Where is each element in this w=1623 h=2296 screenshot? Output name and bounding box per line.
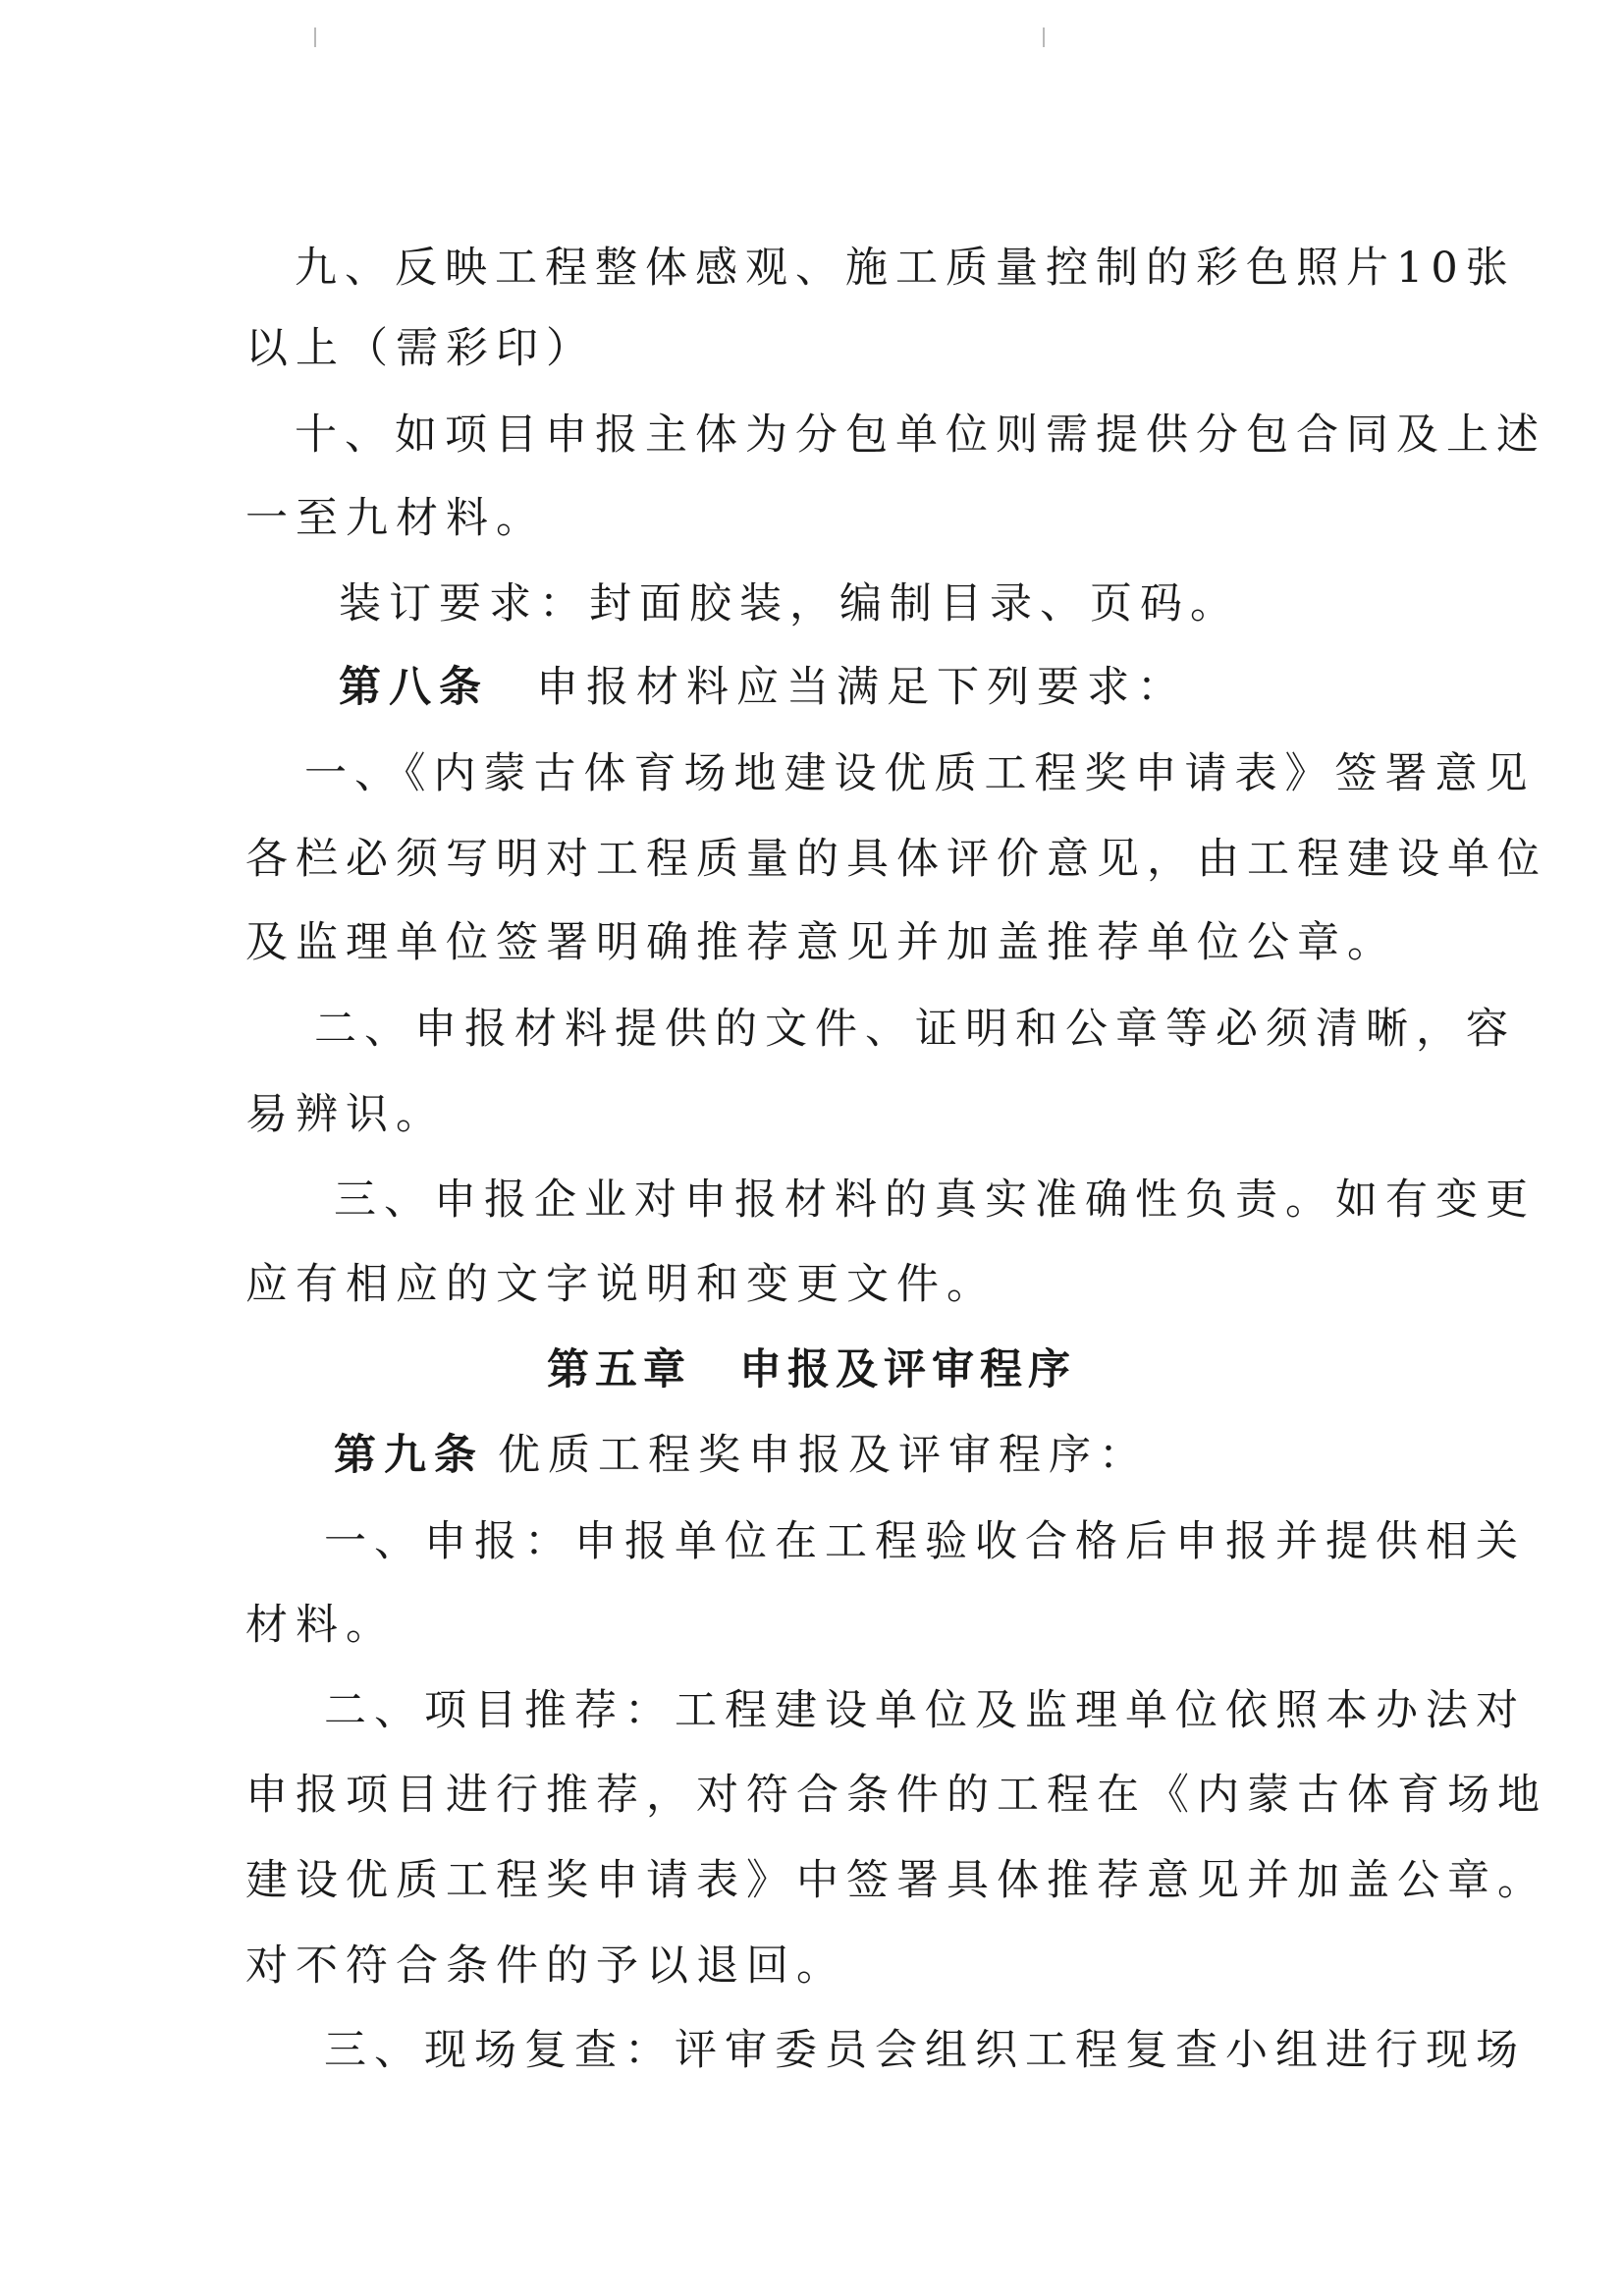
text-line: 及监理单位签署明确推荐意见并加盖推荐单位公章。 <box>245 918 1397 967</box>
article-number: 第九条 <box>334 1431 484 1480</box>
text-line: 一至九材料。 <box>245 494 546 543</box>
text-line: 材料。 <box>245 1601 396 1650</box>
text-line: 二、项目推荐：工程建设单位及监理单位依照本办法对 <box>324 1686 1526 1735</box>
text-line: 应有相应的文字说明和变更文件。 <box>245 1260 997 1309</box>
text-line: 易辨识。 <box>245 1090 446 1139</box>
text-line: 三、申报企业对申报材料的真实准确性负责。如有变更 <box>334 1175 1536 1225</box>
article-text: 申报材料应当满足下列要求： <box>536 663 1187 712</box>
text-line: 三、现场复查：评审委员会组织工程复查小组进行现场 <box>324 2026 1526 2075</box>
article-line <box>339 658 1488 717</box>
chapter-heading: 第五章 申报及评审程序 <box>547 1345 1076 1394</box>
text-line: 以上（需彩印） <box>245 324 596 373</box>
article-line <box>334 1426 1483 1485</box>
text-line: 各栏必须写明对工程质量的具体评价意见，由工程建设单位 <box>245 835 1547 884</box>
text-line: 建设优质工程奖申请表》中签署具体推荐意见并加盖公章。 <box>245 1856 1547 1905</box>
text-line: 九、反映工程整体感观、施工质量控制的彩色照片10张 <box>295 244 1516 293</box>
scan-mark-left <box>314 27 316 47</box>
text-line: 一、《内蒙古体育场地建设优质工程奖申请表》签署意见 <box>304 749 1536 798</box>
text-line: 装订要求：封面胶装，编制目录、页码。 <box>339 579 1240 629</box>
article-number: 第八条 <box>339 663 489 712</box>
text-line: 申报项目进行推荐，对符合条件的工程在《内蒙古体育场地 <box>245 1771 1547 1820</box>
text-line: 十、如项目申报主体为分包单位则需提供分包合同及上述 <box>295 410 1546 460</box>
text-line: 二、申报材料提供的文件、证明和公章等必须清晰，容 <box>314 1005 1516 1054</box>
scan-mark-right <box>1043 27 1045 47</box>
text-line: 一、申报：申报单位在工程验收合格后申报并提供相关 <box>324 1517 1526 1566</box>
text-line: 对不符合条件的予以退回。 <box>245 1941 846 1991</box>
article-text: 优质工程奖申报及评审程序： <box>498 1431 1149 1480</box>
